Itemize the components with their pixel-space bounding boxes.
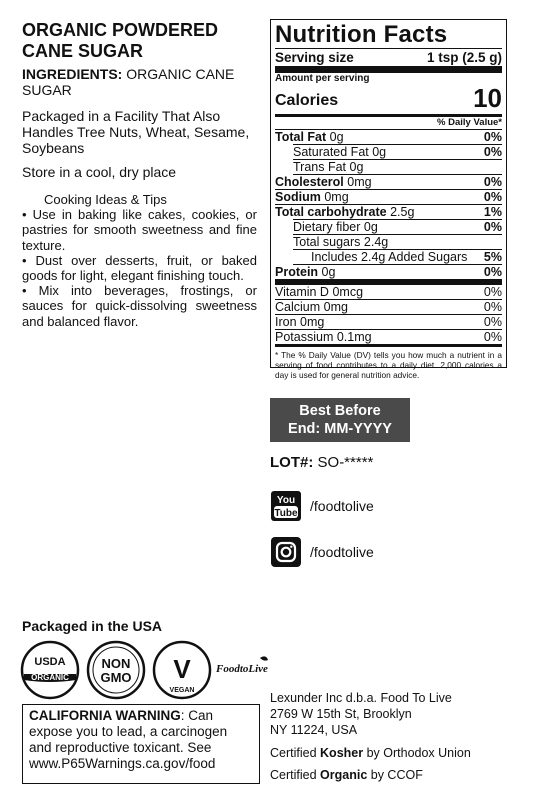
certification-badges — [20, 640, 272, 700]
instagram-icon — [270, 536, 302, 568]
nutrient-name — [275, 205, 414, 219]
cooking-tip: • Use in baking like cakes, cookies, or pastries for smooth sweetness and fine texture. — [22, 207, 257, 253]
kosher-certification — [270, 746, 471, 760]
non-text: NON — [101, 656, 131, 671]
cooking-tip: • Dust over desserts, fruit, or baked goods for light, elegant finishing touch. — [22, 252, 257, 284]
vitamin-list — [275, 285, 502, 344]
lot-number — [270, 454, 373, 471]
instagram-handle: /foodtolive — [310, 544, 374, 560]
vitamin-daily-value: 0% — [483, 285, 502, 299]
vitamin-label: Vitamin D — [275, 285, 329, 299]
nutrient-row — [275, 235, 502, 249]
serving-size-value: 1 tsp (2.5 g) — [426, 50, 502, 65]
vitamin-daily-value: 0% — [483, 315, 502, 329]
nutrient-name — [293, 220, 378, 234]
nutrient-amount: 2.5g — [390, 205, 415, 219]
vitamin-row — [275, 285, 502, 299]
company-line-3: NY 11224, USA — [270, 723, 358, 737]
nutrient-label: Sodium — [275, 190, 321, 204]
vitamin-row — [275, 330, 502, 344]
organic-certification — [270, 768, 423, 782]
lot-value: SO-***** — [317, 454, 374, 471]
best-before-line-1: Best Before — [299, 403, 381, 419]
vitamin-amount: 0mcg — [332, 285, 364, 299]
nutrient-name — [311, 250, 467, 264]
product-title — [22, 20, 257, 62]
vitamin-name — [275, 315, 324, 329]
nutrient-daily-value: 0% — [483, 145, 502, 159]
title-line-1: ORGANIC POWDERED — [22, 20, 219, 40]
gmo-text: GMO — [100, 670, 132, 685]
nutrient-daily-value: 0% — [483, 190, 502, 204]
cert-organic: Organic — [320, 768, 368, 782]
vitamin-row — [275, 315, 502, 329]
usda-organic-seal — [20, 640, 80, 700]
best-before-line-2: End: MM-YYYY — [288, 421, 392, 437]
cert-suffix: by CCOF — [367, 768, 423, 782]
nutrient-row — [275, 250, 502, 264]
vitamin-amount: 0.1mg — [336, 330, 372, 344]
instagram-link[interactable] — [270, 536, 374, 568]
nutrient-row — [275, 205, 502, 219]
warning-text: : Can expose you to lead, a carcinogen and reproductive toxicant. See www.P65Warnings.ca.gov/food — [29, 708, 228, 771]
nutrient-daily-value: 0% — [483, 220, 502, 234]
company-line-1: Lexunder Inc d.b.a. Food To Live — [270, 691, 452, 705]
food-to-live-logo — [214, 650, 272, 690]
nutrient-name — [293, 235, 388, 249]
ingredients-text: ORGANIC CANE SUGAR — [22, 66, 235, 98]
youtube-icon — [270, 490, 302, 522]
nutrient-row — [275, 145, 502, 159]
nutrition-facts-panel — [270, 19, 507, 380]
cooking-tip: • Mix into beverages, frostings, or sauces for quick-dissolving sweetness and balanced flavor. — [22, 283, 257, 329]
cooking-tips-header: Cooking Ideas & Tips — [44, 192, 167, 207]
vitamin-amount: 0mg — [300, 315, 325, 329]
nutrient-amount: 0g — [349, 160, 364, 174]
nutrient-list — [275, 130, 502, 279]
lot-label: LOT#: — [270, 454, 314, 471]
cert-suffix: by Orthodox Union — [363, 746, 471, 760]
ingredients — [22, 66, 257, 98]
nutrient-label: Includes — [311, 250, 358, 264]
cert-prefix: Certified — [270, 768, 321, 782]
vitamin-amount: 0mg — [323, 300, 348, 314]
nutrient-daily-value: 1% — [483, 205, 502, 219]
nutrient-label: Trans Fat — [293, 160, 347, 174]
nutrient-label: Dietary fiber — [293, 220, 361, 234]
non-gmo-seal — [86, 640, 146, 700]
nutrient-name — [275, 130, 344, 144]
vitamin-name — [275, 285, 363, 299]
california-warning — [22, 704, 260, 784]
cooking-tips — [22, 192, 257, 329]
nutrient-amount: 0mg — [347, 175, 372, 189]
nutrient-row — [275, 220, 502, 234]
nutrient-daily-value: 0% — [483, 130, 502, 144]
vitamin-label: Iron — [275, 315, 297, 329]
cert-prefix: Certified — [270, 746, 321, 760]
nutrient-amount: 0g — [321, 265, 336, 279]
allergen-facility-note: Packaged in a Facility That Also Handles Tree Nuts, Wheat, Sesame, Soybeans — [22, 108, 250, 156]
nutrient-amount: 0g — [372, 145, 387, 159]
packaged-in-usa: Packaged in the USA — [22, 618, 163, 634]
nutrient-label: Total Fat — [275, 130, 327, 144]
best-before-box — [270, 398, 410, 442]
vitamin-name — [275, 330, 372, 344]
nutrient-row — [275, 265, 502, 279]
vegan-v: V — [173, 654, 191, 684]
ingredients-label: INGREDIENTS: — [22, 66, 123, 82]
nutrient-amount: 2.4g — [363, 235, 389, 249]
nutrient-name — [275, 175, 372, 189]
vitamin-row — [275, 300, 502, 314]
nutrient-label: Cholesterol — [275, 175, 344, 189]
nutrient-row — [275, 190, 502, 204]
calories-label: Calories — [275, 92, 339, 109]
vitamin-label: Calcium — [275, 300, 321, 314]
nutrient-daily-value: 5% — [483, 250, 502, 264]
nutrient-amount: 0g — [363, 220, 378, 234]
nutrition-title: Nutrition Facts — [275, 21, 448, 48]
brand-text: FoodtoLive — [216, 663, 268, 675]
daily-value-footnote: * The % Daily Value (DV) tells you how much a nutrient in a serving of food contributes to a daily diet. 2,000 calories a day is used for general nutrition advice. — [275, 350, 502, 380]
storage-note: Store in a cool, dry place — [22, 164, 177, 180]
nutrient-amount: 2.4g Added Sugars — [361, 250, 468, 264]
company-line-2: 2769 W 15th St, Brooklyn — [270, 707, 412, 721]
vitamin-daily-value: 0% — [483, 330, 502, 344]
nutrient-name — [275, 265, 335, 279]
youtube-logo-you: You — [276, 495, 296, 506]
nutrient-name — [275, 190, 349, 204]
nutrient-row — [275, 160, 502, 174]
usda-organic-text: ORGANIC — [31, 673, 69, 682]
calories-value: 10 — [473, 83, 502, 113]
usda-text: USDA — [34, 656, 66, 668]
nutrient-amount: 0mg — [324, 190, 349, 204]
vitamin-label: Potassium — [275, 330, 334, 344]
vitamin-name — [275, 300, 348, 314]
nutrient-label: Total carbohydrate — [275, 205, 387, 219]
title-line-2: CANE SUGAR — [22, 41, 144, 61]
nutrient-name — [293, 160, 363, 174]
nutrient-label: Saturated Fat — [293, 145, 369, 159]
amount-per-serving: Amount per serving — [275, 73, 370, 84]
nutrient-label: Total sugars — [293, 235, 361, 249]
nutrient-daily-value: 0% — [483, 265, 502, 279]
youtube-handle: /foodtolive — [310, 498, 374, 514]
vegan-text: VEGAN — [169, 687, 195, 694]
company-address — [270, 690, 520, 738]
nutrient-row — [275, 175, 502, 189]
vegan-seal — [152, 640, 212, 700]
nutrient-daily-value: 0% — [483, 175, 502, 189]
nutrient-row — [275, 130, 502, 144]
nutrient-amount: 0g — [329, 130, 344, 144]
nutrient-name — [293, 145, 386, 159]
serving-size-label: Serving size — [275, 50, 354, 65]
nutrient-label: Protein — [275, 265, 319, 279]
warning-label: CALIFORNIA WARNING — [29, 708, 181, 723]
calories-row — [275, 85, 502, 111]
serving-size-row — [275, 49, 502, 66]
cert-kosher: Kosher — [320, 746, 364, 760]
daily-value-header: % Daily Value* — [437, 117, 502, 128]
youtube-link[interactable] — [270, 490, 374, 522]
vitamin-daily-value: 0% — [483, 300, 502, 314]
youtube-logo-tube: Tube — [274, 508, 298, 519]
